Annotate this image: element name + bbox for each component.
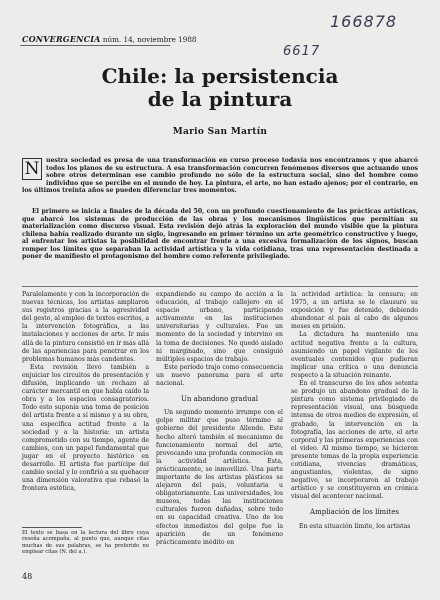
paragraph: Este período trajo como consecuencia un nuevo panorama para el arte nacional. — [156, 363, 283, 388]
column-2 — [156, 291, 283, 547]
author-name: Mario San Martín — [172, 127, 268, 137]
section-divider — [22, 286, 418, 287]
article-title-line1: Chile: la persistencia — [101, 64, 339, 88]
intro-paragraph-2: El primero se inicia a finales de la década del 50, con un profundo cuestionamiento de las prácticas artísticas, que abarcó los sistemas de producción de las obras y los mecanismos lingüísticos que permitían su materialización como discurso visual. Esta revisión dejó atrás la exploración del mundo visible que la pintura chilena había realizado durante un siglo, ingresando en primer término un arte geométrico constructivo y luego, al enfrentar los artistas la posibilidad de encontrar frente a una excesiva formalización de los signos, buscan romper los límites que separaban la actividad artística y la vida cotidiana, tras una representación destinada a poner de manifiesto el protagonismo del hombre como referente privilegiado. — [22, 208, 418, 261]
paragraph: La dictadura ha mantenido una actitud negativa frente a la cultura, asumiendo un papel vigilante de los eventuales contenidos que pudieran implicar una crítica o una denuncia respecto a la situación reinante. — [291, 331, 418, 379]
running-header — [22, 34, 196, 44]
paragraph: En esta situación límite, los artistas — [299, 522, 411, 530]
column-3 — [291, 291, 418, 531]
intro-paragraph-1 — [22, 157, 418, 195]
article-title-line2: de la pintura — [147, 87, 293, 111]
footnote-rule — [22, 527, 82, 528]
paragraph: expandiendo su campo de acción a la educación, al trabajo callejero en el espacio urbano, participando activamente en las instituciones universitarias y culturales. Fue un momento de la sociedad y intervino en la toma de decisiones. No quedó aislado ni marginado, sino que consiguió múltiples espacios de trabajo. — [156, 291, 283, 363]
header-rule — [20, 45, 170, 46]
handwritten-catalog-number: 166878 — [330, 12, 398, 31]
paragraph: Un segundo momento irrumpe con el golpe militar que puso término al gobierno del presidente Allende. Este hecho alteró también el mecanismo de funcionamiento normal del arte, provocando una profunda conmoción en la actividad artística. Esta, prácticamente, se inmovilizó. Una parte importante de los artistas plásticos se alejaron del país, voluntaria u obligatoriamente. Las universidades, los museos, todas las instituciones culturales fueron dañadas, sobre todo en su capacidad creativa. Uno de los efectos inmediatos del golpe fue la aparición de un fenómeno prácticamente inédito en — [156, 409, 283, 546]
section-heading: Un abandono gradual — [180, 395, 258, 404]
footnote: El texto se basa en la lectura del libro cuya reseña acompaña, al punto que, aunque citas muchas de sus palabras, se ha preferido no emplear citas (N. del a.). — [22, 530, 149, 556]
paragraph: En el transcurso de los años setenta se produjo un abandono gradual de la pintura como sistema privilegiado de representación visual, una búsqueda intensa de otros medios de expresión, el grabado, la intervención en la fotografía, las acciones de arte, el arte corporal y las primeras experiencias con el video. Al mismo tiempo, se hicieron presente temas de la propia experiencia cotidiana, vivencias dramáticas, angustiantes, violentas, de signo negativo, se incorporaron al trabajo artístico y se constituyeron en crónica visual del acontecer nacional. — [291, 380, 418, 501]
section-heading: Ampliación de los límites — [310, 508, 399, 517]
paragraph: la actividad artística: la censura; en 1975, a un artista se le clausuró su exposición y fue detenido, debiendo abandonar el país al cabo de algunos meses en prisión. — [291, 291, 418, 331]
magazine-name: CONVERGENCIA — [22, 34, 101, 44]
drop-cap: N — [22, 158, 42, 180]
paragraph: Esta revisión llevó también a enjuiciar los circuitos de presentación y difusión, implicando un rechazo al carácter mercantil en que había caído la obra y a los espacios consagratorios. Todo esto suponía una toma de posición del artista frente a sí mismo y a su obra, una específica actitud frente a la sociedad y a la historia: un artista comprometido con su tiempo, agente de cambios, con un papel fundamental que jugar en el proyecto histórico en desarrollo. El artista fue partícipe del cambio social y lo confirió a su quehacer una dimensión valorativa que rebasó la frontera estética, — [22, 363, 149, 493]
column-1 — [22, 291, 149, 493]
issue-info: núm. 14, noviembre 1988 — [102, 35, 197, 44]
intro-text-1: uestra sociedad es presa de una transformación en curso proceso todavía nos encontramos y que abarcó todos los planos de su estructura. A esa transformación concurren fenómenos diversos que actuando unos sobre otros determinan ese cambio profundo no sólo de la estructura social, sino del hombre como individuo que se percibe en el mundo de hoy. La pintura, el arte, no han estado ajenos; por el contrario, en los últimos treinta años se pueden diferenciar tres momentos. — [22, 157, 418, 195]
page-number: 48 — [22, 572, 33, 581]
handwritten-note: 6617 — [283, 44, 321, 59]
paragraph: Paralelamente y con la incorporación de nuevas técnicas, los artistas ampliaron sus registros gracias a la agresividad del gesto, al empleo de textos escritos, a la intervención fotográfica, a las instalaciones y acciones de arte. Ir más allá de la pintura consistió en ir más allá de las apariencias para penetrar en los problemas humanos más candentes. — [22, 291, 149, 363]
